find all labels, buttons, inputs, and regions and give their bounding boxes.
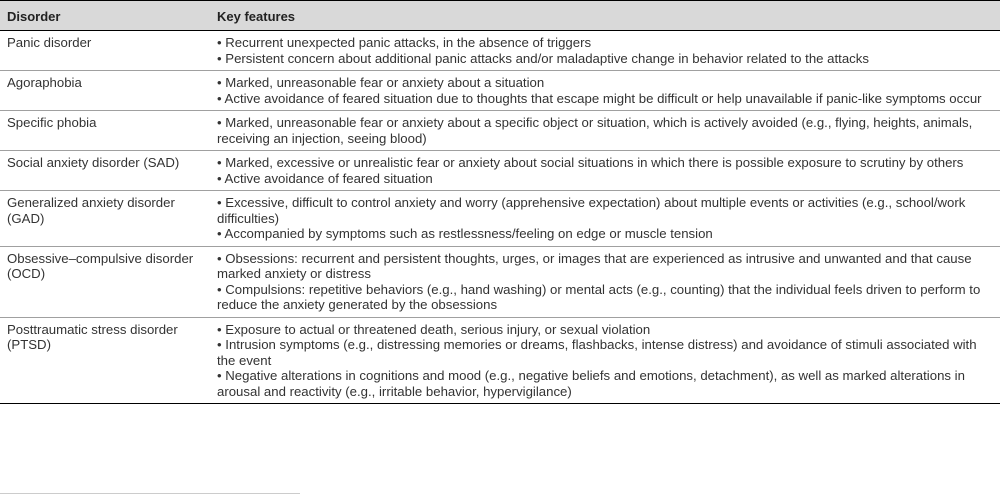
- table-row: [0, 71, 1000, 111]
- disorder-cell: Obsessive–compulsive disorder (OCD): [0, 246, 215, 317]
- header-row: [0, 1, 1000, 31]
- disorder-cell: Generalized anxiety disorder (GAD): [0, 191, 215, 247]
- table-body: [0, 31, 1000, 404]
- disorder-cell: Posttraumatic stress disorder (PTSD): [0, 317, 215, 404]
- table-row: [0, 31, 1000, 71]
- feature-item: • Recurrent unexpected panic attacks, in the absence of triggers: [217, 35, 592, 50]
- features-cell: [215, 151, 1000, 191]
- feature-item: • Active avoidance of feared situation due to thoughts that escape might be difficult or help unavailable if panic-like symptoms occur: [217, 90, 982, 106]
- feature-item: • Compulsions: repetitive behaviors (e.g., hand washing) or mental acts (e.g., counting) that the individual feels driven to perform to reduce the anxiety generated by the obsessions: [217, 281, 981, 312]
- table-header: [0, 1, 1000, 31]
- feature-item: • Exposure to actual or threatened death, serious injury, or sexual violation: [217, 321, 651, 337]
- column-header-disorder: Disorder: [0, 1, 215, 31]
- features-cell: [215, 71, 1000, 111]
- features-cell: [215, 111, 1000, 151]
- disorder-cell: Specific phobia: [0, 111, 215, 151]
- disorder-cell: Panic disorder: [0, 31, 215, 71]
- feature-item: • Excessive, difficult to control anxiety and worry (apprehensive expectation) about multiple events or activities (e.g., school/work difficulties): [217, 195, 966, 226]
- feature-item: • Marked, excessive or unrealistic fear or anxiety about social situations in which there is possible exposure to scrutiny by others: [217, 155, 964, 170]
- features-cell: [215, 31, 1000, 71]
- features-cell: [215, 317, 1000, 404]
- features-cell: [215, 191, 1000, 247]
- disorder-cell: Social anxiety disorder (SAD): [0, 151, 215, 191]
- column-header-key-features: Key features: [215, 1, 1000, 31]
- table-row: [0, 246, 1000, 317]
- table-row: [0, 151, 1000, 191]
- table-row: [0, 191, 1000, 247]
- disorder-cell: Agoraphobia: [0, 71, 215, 111]
- feature-item: • Marked, unreasonable fear or anxiety about a specific object or situation, which is actively avoided (e.g., flying, heights, animals, receiving an injection, seeing blood): [217, 115, 973, 146]
- feature-item: • Obsessions: recurrent and persistent thoughts, urges, or images that are experienced as intrusive and unwanted and that cause marked anxiety or distress: [217, 250, 972, 281]
- table-row: [0, 111, 1000, 151]
- feature-item: • Negative alterations in cognitions and mood (e.g., negative beliefs and emotions, detachment), as well as marked alterations in arousal and reactivity (e.g., irritable behavior, hypervigilance): [217, 368, 965, 399]
- features-cell: [215, 246, 1000, 317]
- feature-item: • Persistent concern about additional panic attacks and/or maladaptive change in behavior related to the attacks: [217, 50, 869, 66]
- feature-item: • Active avoidance of feared situation: [217, 170, 433, 186]
- feature-item: • Intrusion symptoms (e.g., distressing memories or dreams, flashbacks, intense distress) and avoidance of stimuli associated with the event: [217, 337, 977, 368]
- table-row: [0, 317, 1000, 404]
- feature-item: • Accompanied by symptoms such as restlessness/feeling on edge or muscle tension: [217, 226, 713, 241]
- feature-item: • Marked, unreasonable fear or anxiety about a situation: [217, 75, 545, 90]
- page-bottom-rule: [0, 493, 300, 494]
